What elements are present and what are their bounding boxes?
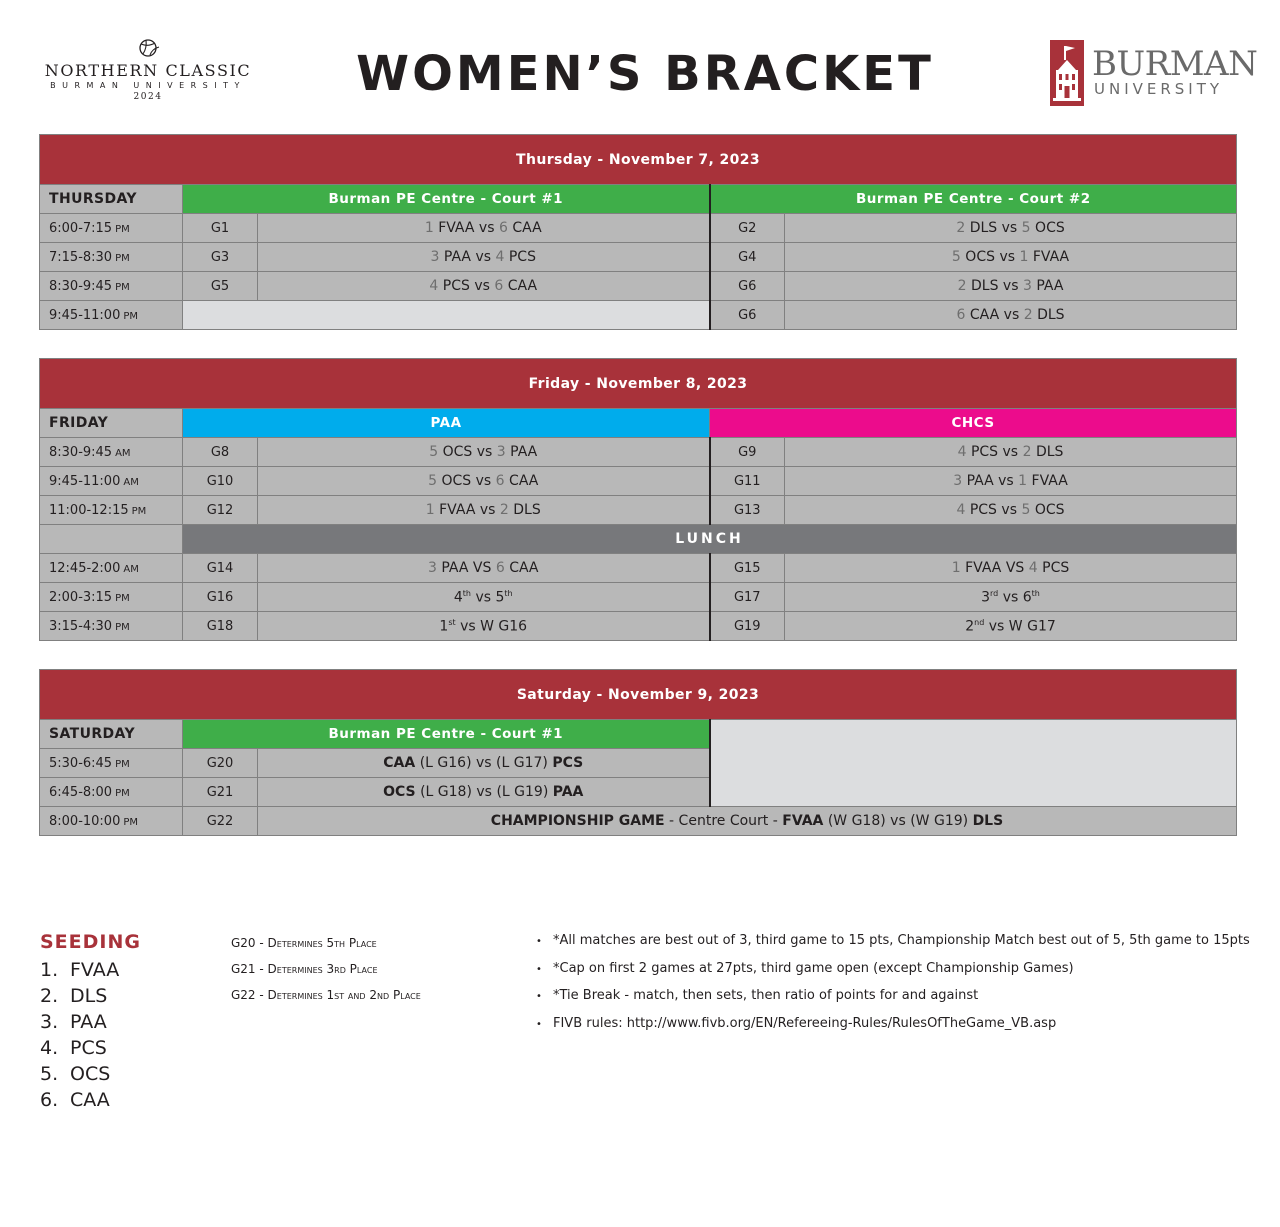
table-row: [40, 272, 1237, 301]
game-id: G1: [183, 214, 258, 243]
time-slot: 8:30-9:45 PM: [40, 272, 183, 301]
game-id: G2: [710, 214, 785, 243]
bullet-icon: •: [536, 991, 542, 1002]
time-slot: 8:00-10:00 PM: [40, 807, 183, 836]
matchup: 3 PAA VS 6 CAA: [258, 554, 710, 583]
matchup: 6 CAA vs 2 DLS: [785, 301, 1237, 330]
matchup: 4 PCS vs 5 OCS: [785, 496, 1237, 525]
table-row: [40, 583, 1237, 612]
list-item: 2. DLS: [40, 985, 108, 1007]
saturday-schedule-table: [39, 669, 1237, 836]
thursday-day-label: THURSDAY: [40, 185, 183, 214]
time-slot: 12:45-2:00 AM: [40, 554, 183, 583]
time-slot: 5:30-6:45 PM: [40, 749, 183, 778]
empty-slot: [183, 301, 710, 330]
list-item: 3. PAA: [40, 1011, 107, 1033]
list-item: • *All matches are best out of 3, third game to 15 pts, Championship Match best out of 5, 5th game to 15pts: [536, 928, 1250, 956]
logo-line-2: BURMAN UNIVERSITY: [50, 81, 246, 90]
friday-day-label: FRIDAY: [40, 409, 183, 438]
list-item: 6. CAA: [40, 1089, 110, 1111]
championship-matchup: CHAMPIONSHIP GAME - Centre Court - FVAA (W G18) vs (W G19) DLS: [258, 807, 1237, 836]
saturday-date-header: Saturday - November 9, 2023: [40, 670, 1237, 720]
game-id: G3: [183, 243, 258, 272]
matchup: 1 FVAA vs 6 CAA: [258, 214, 710, 243]
table-row: [40, 243, 1237, 272]
matchup: 4 PCS vs 2 DLS: [785, 438, 1237, 467]
game-id: G19: [710, 612, 785, 641]
game-id: G8: [183, 438, 258, 467]
empty-slot: [710, 720, 1237, 807]
matchup: 5 OCS vs 6 CAA: [258, 467, 710, 496]
lunch-time-blank: [40, 525, 183, 554]
northern-classic-logo: [40, 38, 256, 104]
friday-date-header: Friday - November 8, 2023: [40, 359, 1237, 409]
table-row: [40, 554, 1237, 583]
matchup: 5 OCS vs 3 PAA: [258, 438, 710, 467]
friday-court-chcs-header: CHCS: [710, 409, 1237, 438]
table-row: [40, 438, 1237, 467]
friday-court-paa-header: PAA: [183, 409, 710, 438]
list-item: G22 - Determines 1st and 2nd Place: [231, 988, 421, 1002]
bullet-icon: •: [536, 936, 542, 947]
bullet-icon: •: [536, 1018, 542, 1030]
list-item: • *Tie Break - match, then sets, then ratio of points for and against: [536, 983, 1250, 1011]
game-id: G20: [183, 749, 258, 778]
table-row: [40, 467, 1237, 496]
friday-schedule-table: [39, 358, 1237, 641]
time-slot: 6:45-8:00 PM: [40, 778, 183, 807]
game-id: G16: [183, 583, 258, 612]
matchup: 3rd vs 6th: [785, 583, 1237, 612]
seeding-title: SEEDING: [40, 931, 141, 953]
page-title: WOMEN’S BRACKET: [356, 46, 934, 102]
game-id: G6: [710, 272, 785, 301]
game-id: G14: [183, 554, 258, 583]
matchup: 3 PAA vs 4 PCS: [258, 243, 710, 272]
saturday-court-1-header: Burman PE Centre - Court #1: [183, 720, 710, 749]
game-id: G4: [710, 243, 785, 272]
thursday-court-2-header: Burman PE Centre - Court #2: [710, 185, 1237, 214]
thursday-date-header: Thursday - November 7, 2023: [40, 135, 1237, 185]
time-slot: 3:15-4:30 PM: [40, 612, 183, 641]
logo-line-1: NORTHERN CLASSIC: [44, 61, 252, 80]
placement-notes: [231, 930, 421, 1008]
matchup: CAA (L G16) vs (L G17) PCS: [258, 749, 710, 778]
list-item: G21 - Determines 3rd Place: [231, 962, 378, 976]
matchup: 4 PCS vs 6 CAA: [258, 272, 710, 301]
matchup: 1 FVAA vs 2 DLS: [258, 496, 710, 525]
matchup: 5 OCS vs 1 FVAA: [785, 243, 1237, 272]
time-slot: 9:45-11:00 AM: [40, 467, 183, 496]
time-slot: 11:00-12:15 PM: [40, 496, 183, 525]
burman-university-logo: [1050, 40, 1258, 106]
game-id: G17: [710, 583, 785, 612]
matchup: 1st vs W G16: [258, 612, 710, 641]
game-id: G10: [183, 467, 258, 496]
game-id: G12: [183, 496, 258, 525]
matchup: 3 PAA vs 1 FVAA: [785, 467, 1237, 496]
game-id: G21: [183, 778, 258, 807]
table-row: [40, 612, 1237, 641]
rules-list: [536, 928, 1250, 1038]
time-slot: 9:45-11:00 PM: [40, 301, 183, 330]
list-item: • FIVB rules: http://www.fivb.org/EN/Refereeing-Rules/RulesOfTheGame_VB.asp: [536, 1011, 1250, 1039]
list-item: 4. PCS: [40, 1037, 107, 1059]
thursday-schedule-table: [39, 134, 1237, 330]
game-id: G22: [183, 807, 258, 836]
game-id: G5: [183, 272, 258, 301]
game-id: G11: [710, 467, 785, 496]
game-id: G6: [710, 301, 785, 330]
bullet-icon: •: [536, 963, 542, 975]
burman-crest-icon: [1050, 40, 1084, 106]
table-row: [40, 214, 1237, 243]
lunch-break-bar: LUNCH: [183, 525, 1237, 554]
matchup: 2 DLS vs 3 PAA: [785, 272, 1237, 301]
list-item: 1. FVAA: [40, 959, 120, 981]
matchup: 2 DLS vs 5 OCS: [785, 214, 1237, 243]
game-id: G18: [183, 612, 258, 641]
time-slot: 6:00-7:15 PM: [40, 214, 183, 243]
matchup: 2nd vs W G17: [785, 612, 1237, 641]
volleyball-icon: [135, 38, 161, 58]
time-slot: 7:15-8:30 PM: [40, 243, 183, 272]
seeding-list: [40, 930, 141, 1113]
game-id: G15: [710, 554, 785, 583]
matchup: 1 FVAA VS 4 PCS: [785, 554, 1237, 583]
table-row: [40, 301, 1237, 330]
time-slot: 2:00-3:15 PM: [40, 583, 183, 612]
game-id: G9: [710, 438, 785, 467]
thursday-court-1-header: Burman PE Centre - Court #1: [183, 185, 710, 214]
logo-line-3: 2024: [133, 92, 163, 102]
list-item: • *Cap on first 2 games at 27pts, third game open (except Championship Games): [536, 956, 1250, 984]
table-row: [40, 496, 1237, 525]
game-id: G13: [710, 496, 785, 525]
matchup: 4th vs 5th: [258, 583, 710, 612]
saturday-day-label: SATURDAY: [40, 720, 183, 749]
time-slot: 8:30-9:45 AM: [40, 438, 183, 467]
list-item: 5. OCS: [40, 1063, 111, 1085]
logo-university-text: UNIVERSITY: [1094, 80, 1224, 98]
logo-burman-text: BURMAN: [1092, 44, 1258, 84]
list-item: G20 - Determines 5th Place: [231, 936, 377, 950]
table-row: [40, 807, 1237, 836]
matchup: OCS (L G18) vs (L G19) PAA: [258, 778, 710, 807]
